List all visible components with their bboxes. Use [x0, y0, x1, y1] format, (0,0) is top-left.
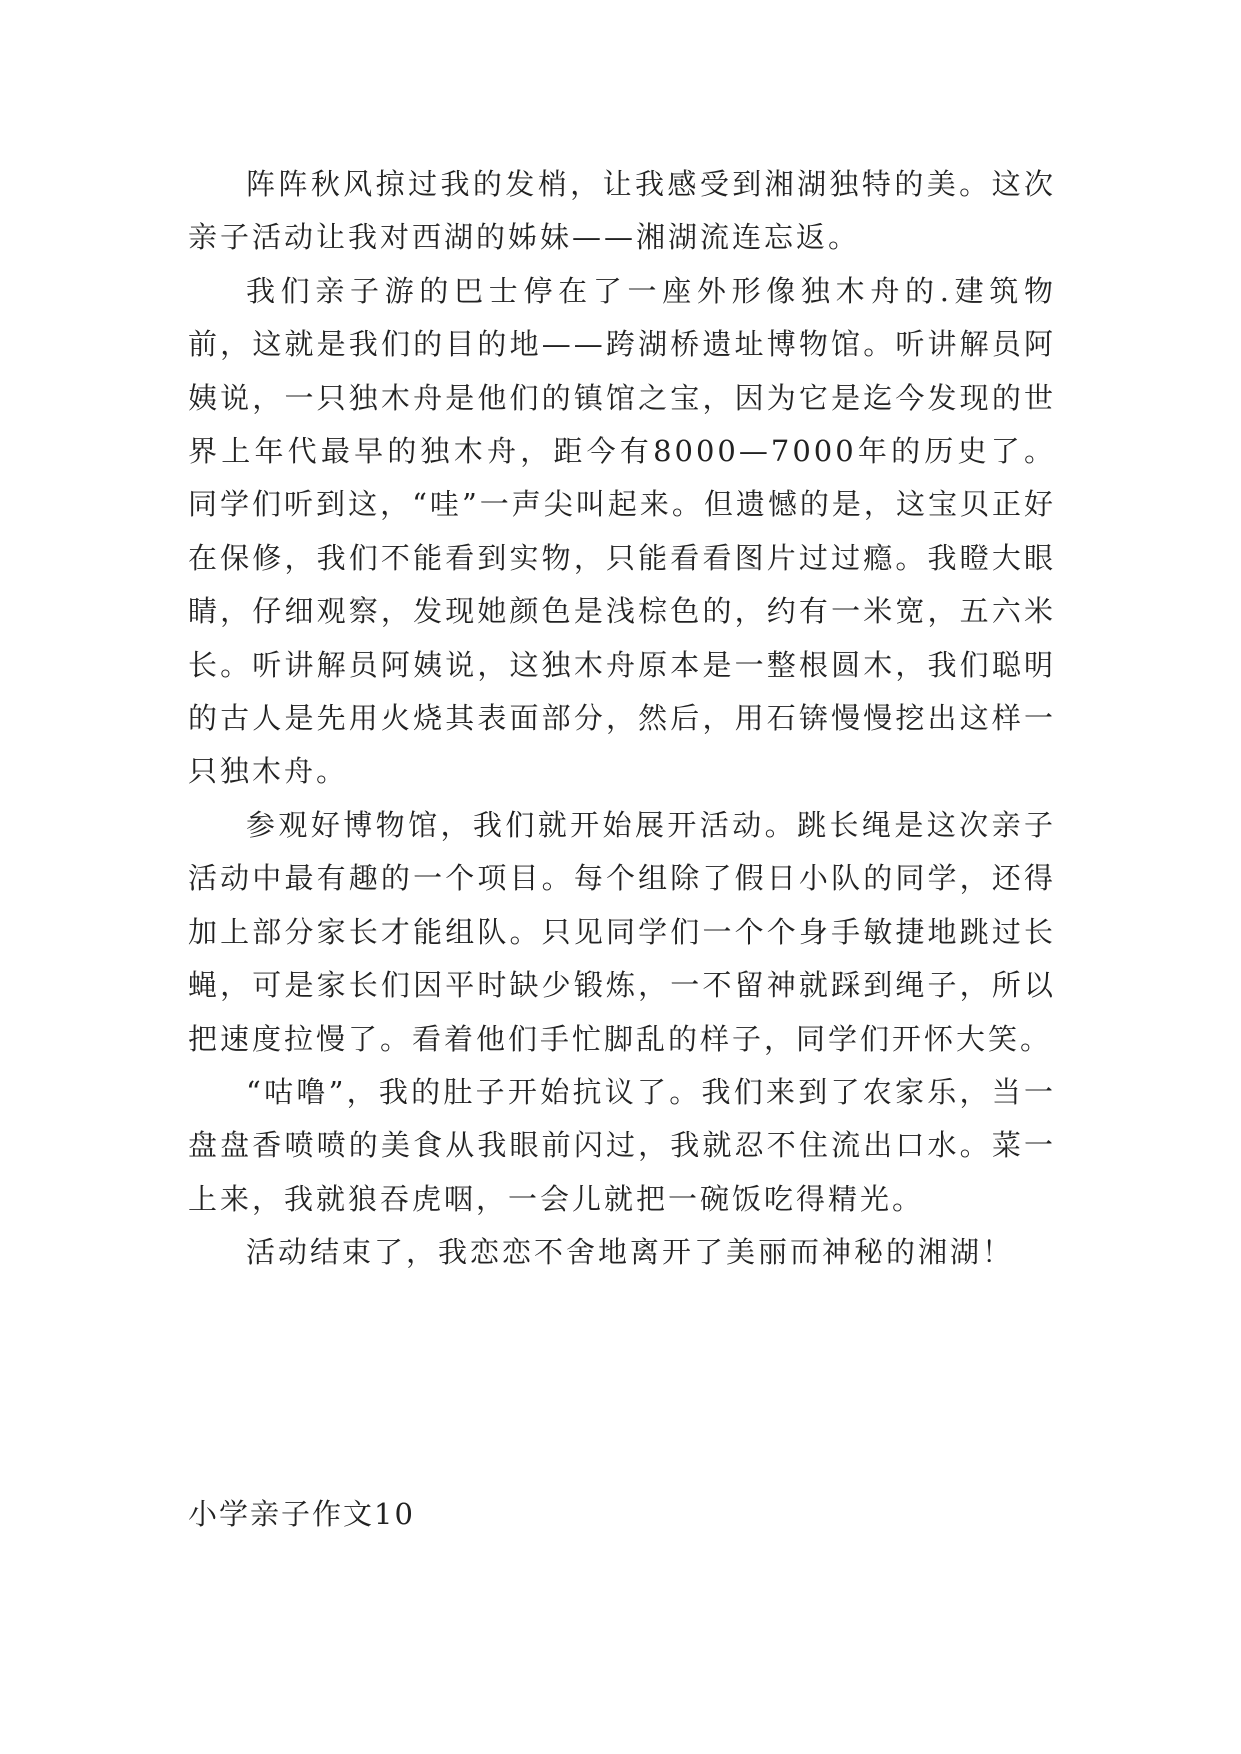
next-essay-title: 小学亲子作文10 [188, 1497, 415, 1531]
paragraph-5: 活动结束了，我恋恋不舍地离开了美丽而神秘的湘湖！ [246, 1235, 1015, 1270]
essay-body [188, 158, 1056, 1280]
paragraph-4: “咕噜”，我的肚子开始抗议了。我们来到了农家乐，当一盘盘香喷喷的美食从我眼前闪过，我就忍不住流出口水。菜一上来，我就狼吞虎咽，一会儿就把一碗饭吃得精光。 [188, 1074, 1056, 1216]
paragraph-2: 我们亲子游的巴士停在了一座外形像独木舟的.建筑物前，这就是我们的目的地——跨湖桥遗址博物馆。听讲解员阿姨说，一只独木舟是他们的镇馆之宝，因为它是迄今发现的世界上年代最早的独木舟，距今有8000—7000年的历史了。同学们听到这，“哇”一声尖叫起来。但遗憾的是，这宝贝正好在保修，我们不能看到实物，只能看看图片过过瘾。我瞪大眼睛，仔细观察，发现她颜色是浅棕色的，约有一米宽，五六米长。听讲解员阿姨说，这独木舟原本是一整根圆木，我们聪明的古人是先用火烧其表面部分，然后，用石锛慢慢挖出这样一只独木舟。 [188, 273, 1056, 789]
paragraph-3: 参观好博物馆，我们就开始展开活动。跳长绳是这次亲子活动中最有趣的一个项目。每个组除了假日小队的同学，还得加上部分家长才能组队。只见同学们一个个身手敏捷地跳过长蝇，可是家长们因平时缺少锻炼，一不留神就踩到绳子，所以把速度拉慢了。看着他们手忙脚乱的样子，同学们开怀大笑。 [188, 807, 1056, 1056]
paragraph-1: 阵阵秋风掠过我的发梢，让我感受到湘湖独特的美。这次亲子活动让我对西湖的姊妹——湘湖流连忘返。 [188, 167, 1056, 255]
